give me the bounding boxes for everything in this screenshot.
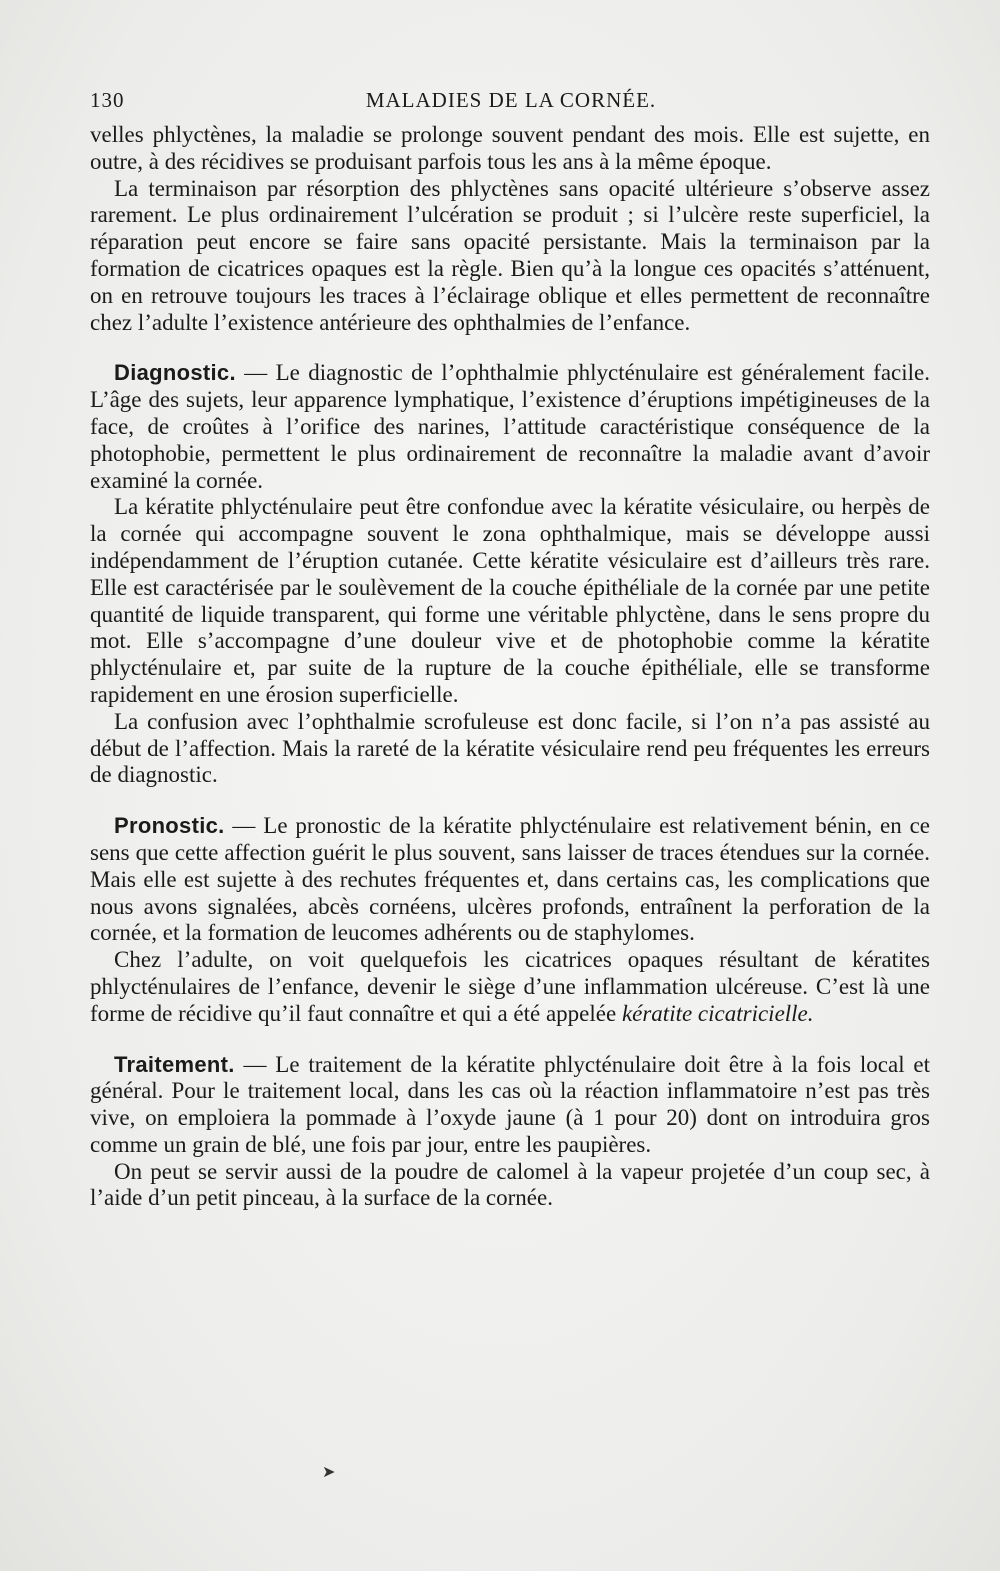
- paragraph-calomel: On peut se servir aussi de la poudre de calomel à la vapeur projetée d’un coup sec, à l’aide d’un petit pinceau, à la surface de la cornée.: [90, 1158, 930, 1211]
- section-heading-traitement: Traitement.: [114, 1051, 235, 1077]
- printer-mark-icon: ➤: [322, 1464, 336, 1481]
- paragraph-adulte: Chez l’adulte, on voit quelquefois les cicatrices opaques résultant de kératites phlycténulaires de l’enfance, devenir le siège d’une inflammation ulcéreuse. C’est là une forme de récidive qu’il faut connaître et qui a été appelée kératite cicatricielle.: [90, 947, 930, 1026]
- paragraph-confusion: La confusion avec l’ophthalmie scrofuleuse est donc facile, si l’on n’a pas assisté au début de l’affection. Mais la rareté de la kératite vésiculaire rend peu fréquentes les erreurs de diagnostic.: [90, 708, 930, 788]
- page-header: [90, 88, 932, 118]
- paragraph-traitement: Traitement. — Le traitement de la kératite phlycténulaire doit être à la fois local et général. Pour le traitement local, dans les cas où la réaction inflammatoire n’est pas très vive, on emploiera la pommade à l’oxyde jaune (à 1 pour 20) dont on introduira gros comme un grain de blé, une fois par jour, entre les paupières.: [90, 1051, 930, 1157]
- paragraph-terminaison: La terminaison par résorption des phlyctènes sans opacité ultérieure s’observe assez rarement. Le plus ordinairement l’ulcération se produit ; si l’ulcère reste superficiel, la réparation peut encore se faire sans opacité persistante. Mais la terminaison par la formation de cicatrices opaques est la règle. Bien qu’à la longue ces opacités s’atténuent, on en retrouve toujours les traces à l’éclairage oblique et elles permettent de reconnaître chez l’adulte l’existence antérieure des ophthalmies de l’enfance.: [90, 175, 930, 335]
- page-number: 130: [90, 88, 125, 112]
- paragraph-continuation: velles phlyctènes, la maladie se prolonge souvent pendant des mois. Elle est sujette, en outre, à des récidives se produisant parfois tous les ans à la même époque.: [90, 122, 930, 174]
- italic-term: kératite cicatricielle.: [621, 1000, 814, 1026]
- running-title: MALADIES DE LA CORNÉE.: [365, 88, 657, 112]
- paragraph-diagnostic: Diagnostic. — Le diagnostic de l’ophthalmie phlycténulaire est généralement facile. L’âge des sujets, leur apparence lymphatique, l’existence d’éruptions impétigineuses de la face, de croûtes à l’orifice des narines, l’attitude caractéristique conséquence de la photophobie, permettent le plus ordinairement de reconnaître la maladie avant d’avoir examiné la cornée.: [90, 360, 930, 493]
- section-heading-pronostic: Pronostic.: [114, 813, 225, 839]
- page-body: [90, 122, 930, 1212]
- paragraph-keratite-vesiculaire: La kératite phlycténulaire peut être confondue avec la kératite vésiculaire, ou herpès de la cornée qui accompagne souvent le zona ophthalmique, mais se développe aussi indépendamment de l’éruption cutanée. Cette kératite vésiculaire est d’ailleurs très rare. Elle est caractérisée par le soulèvement de la couche épithéliale de la cornée par une petite quantité de liquide transparent, qui forme une véritable phlyctène, dans le sens propre du mot. Elle s’accompagne d’une douleur vive et de photophobie comme la kératite phlycténulaire et, par suite de la rupture de la couche épithéliale, elle se transforme rapidement en une érosion superficielle.: [90, 494, 930, 707]
- paragraph-pronostic: Pronostic. — Le pronostic de la kératite phlycténulaire est relativement bénin, en ce sens que cette affection guérit le plus souvent, sans laisser de traces étendues sur la cornée. Mais elle est sujette à des rechutes fréquentes et, dans certains cas, les complications que nous avons signalées, abcès cornéens, ulcères profonds, entraînent la perforation de la cornée, et la formation de leucomes adhérents ou de staphylomes.: [90, 813, 930, 946]
- section-heading-diagnostic: Diagnostic.: [114, 360, 236, 386]
